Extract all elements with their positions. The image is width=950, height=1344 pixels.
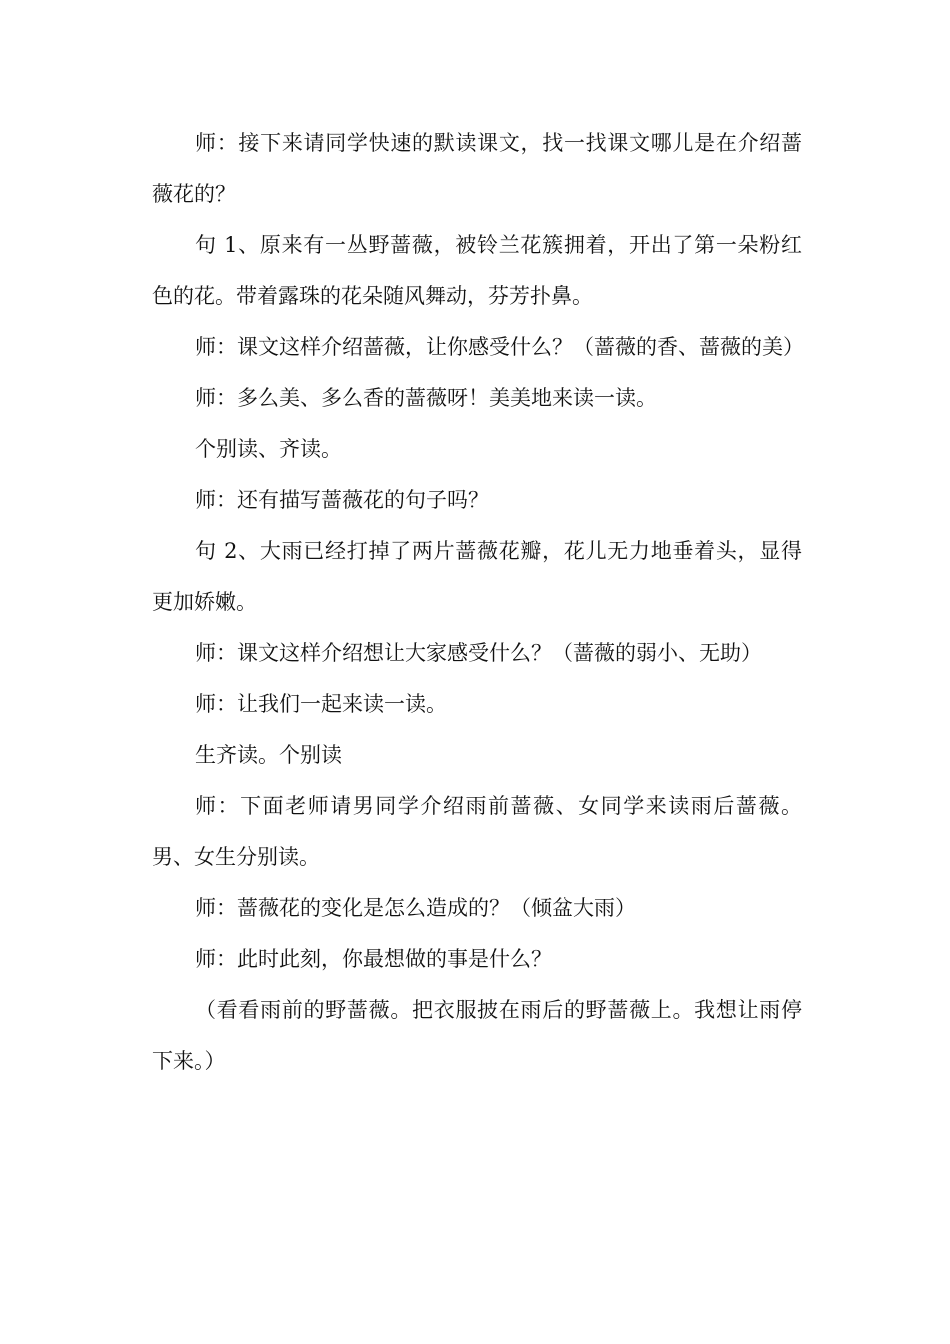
paragraph-14: （看看雨前的野蔷薇。把衣服披在雨后的野蔷薇上。我想让雨停下来。） xyxy=(152,998,802,1073)
paragraph-6: 师：还有描写蔷薇花的句子吗？ xyxy=(195,488,489,512)
paragraph-1: 师：接下来请同学快速的默读课文，找一找课文哪儿是在介绍蔷薇花的？ xyxy=(152,131,802,206)
paragraph-10: 生齐读。个别读 xyxy=(195,743,342,767)
paragraph-12: 师：蔷薇花的变化是怎么造成的？（倾盆大雨） xyxy=(195,896,636,920)
paragraph-7: 句 2、大雨已经打掉了两片蔷薇花瓣，花儿无力地垂着头，显得更加娇嫩。 xyxy=(152,539,802,614)
paragraph-8: 师：课文这样介绍想让大家感受什么？（蔷薇的弱小、无助） xyxy=(195,641,762,665)
paragraph-11: 师：下面老师请男同学介绍雨前蔷薇、女同学来读雨后蔷薇。男、女生分别读。 xyxy=(152,794,802,869)
paragraph-4: 师：多么美、多么香的蔷薇呀！美美地来读一读。 xyxy=(195,386,657,410)
paragraph-5: 个别读、齐读。 xyxy=(195,437,342,461)
paragraph-9: 师：让我们一起来读一读。 xyxy=(195,692,447,716)
paragraph-13: 师：此时此刻，你最想做的事是什么？ xyxy=(195,947,552,971)
paragraph-2: 句 1、原来有一丛野蔷薇，被铃兰花簇拥着，开出了第一朵粉红色的花。带着露珠的花朵随风舞动，芬芳扑鼻。 xyxy=(152,233,802,308)
document-body xyxy=(152,118,802,1087)
paragraph-3: 师：课文这样介绍蔷薇，让你感受什么？（蔷薇的香、蔷薇的美） xyxy=(195,335,804,359)
